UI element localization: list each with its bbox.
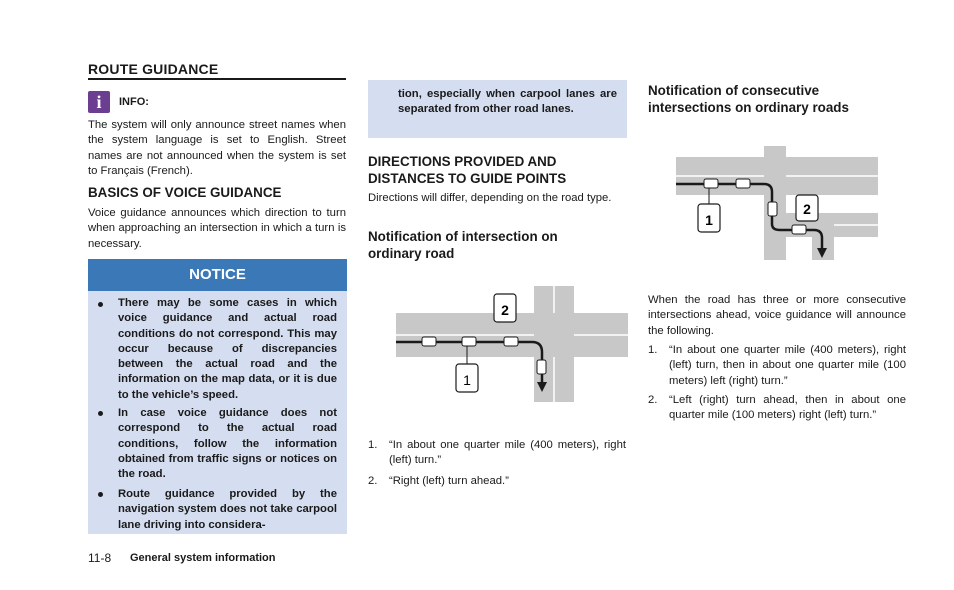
right-list-item-2: [648, 393, 906, 425]
svg-text:1: 1: [705, 212, 713, 228]
notice-continued-text: tion, especially when carpool lanes are separated from other road lanes.: [398, 88, 617, 116]
consecutive-text: When the road has three or more consecutive intersections ahead, voice guidance will announce the following.: [648, 294, 906, 337]
info-label: INFO:: [119, 96, 149, 108]
svg-text:2: 2: [803, 201, 811, 217]
heading-rule: [88, 78, 346, 80]
notice-item-1: There may be some cases in which voice guidance and actual road conditions do not correspond. This may occur because of discrepancies between the actual road and the information on the map data, or it is due to the vehicle’s speed.: [118, 297, 337, 401]
list-text: “In about one quarter mile (400 meters), right (left) turn, then in about one quarter mile (100 meters) left (right) turn.”: [669, 344, 906, 387]
page-number: 11-8: [88, 551, 112, 565]
basics-heading: BASICS OF VOICE GUIDANCE: [88, 185, 282, 200]
middle-list-item-2: [368, 474, 626, 490]
consecutive-heading: Notification of consecutive intersections on ordinary roads: [648, 83, 849, 115]
notice-header: NOTICE: [88, 259, 347, 291]
list-number: 2.: [368, 475, 378, 487]
notice-bullet-dot: [98, 411, 103, 416]
notice-item-2: In case voice guidance does not correspond to the actual road conditions, follow the information obtained from traffic signs or notices on the road.: [118, 407, 337, 481]
ordinary-road-heading: Notification of intersection on ordinary road: [368, 229, 558, 261]
svg-text:1: 1: [463, 372, 471, 388]
list-text: “Right (left) turn ahead.”: [389, 475, 509, 487]
right-list-item-1: [648, 343, 906, 391]
directions-heading: DIRECTIONS PROVIDED AND DISTANCES TO GUIDE POINTS: [368, 154, 567, 186]
notice-bullet-dot: [98, 302, 103, 307]
list-text: “Left (right) turn ahead, then in about one quarter mile (100 meters) right (left) turn.”: [669, 394, 906, 422]
information-icon: i: [88, 91, 110, 113]
intersection-diagram: [396, 286, 628, 402]
list-number: 1.: [368, 439, 378, 451]
middle-list-item-1: [368, 438, 626, 470]
directions-text: Directions will differ, depending on the road type.: [368, 192, 612, 204]
section-title: General system information: [130, 552, 276, 564]
list-text: “In about one quarter mile (400 meters), right (left) turn.”: [389, 439, 626, 467]
svg-text:2: 2: [501, 302, 509, 318]
list-number: 2.: [648, 394, 658, 406]
notice-item-3: Route guidance provided by the navigation system does not take carpool lane driving into considera-: [118, 488, 337, 531]
route-guidance-heading: ROUTE GUIDANCE: [88, 61, 219, 77]
info-text: The system will only announce street names when the system language is set to English. Street names are not announced when the system is set to Français (French).: [88, 119, 346, 177]
consecutive-intersections-diagram: [676, 146, 878, 260]
basics-text: Voice guidance announces which direction to turn when approaching an intersection in which a turn is necessary.: [88, 207, 346, 250]
list-number: 1.: [648, 344, 658, 356]
notice-bullet-dot: [98, 492, 103, 497]
